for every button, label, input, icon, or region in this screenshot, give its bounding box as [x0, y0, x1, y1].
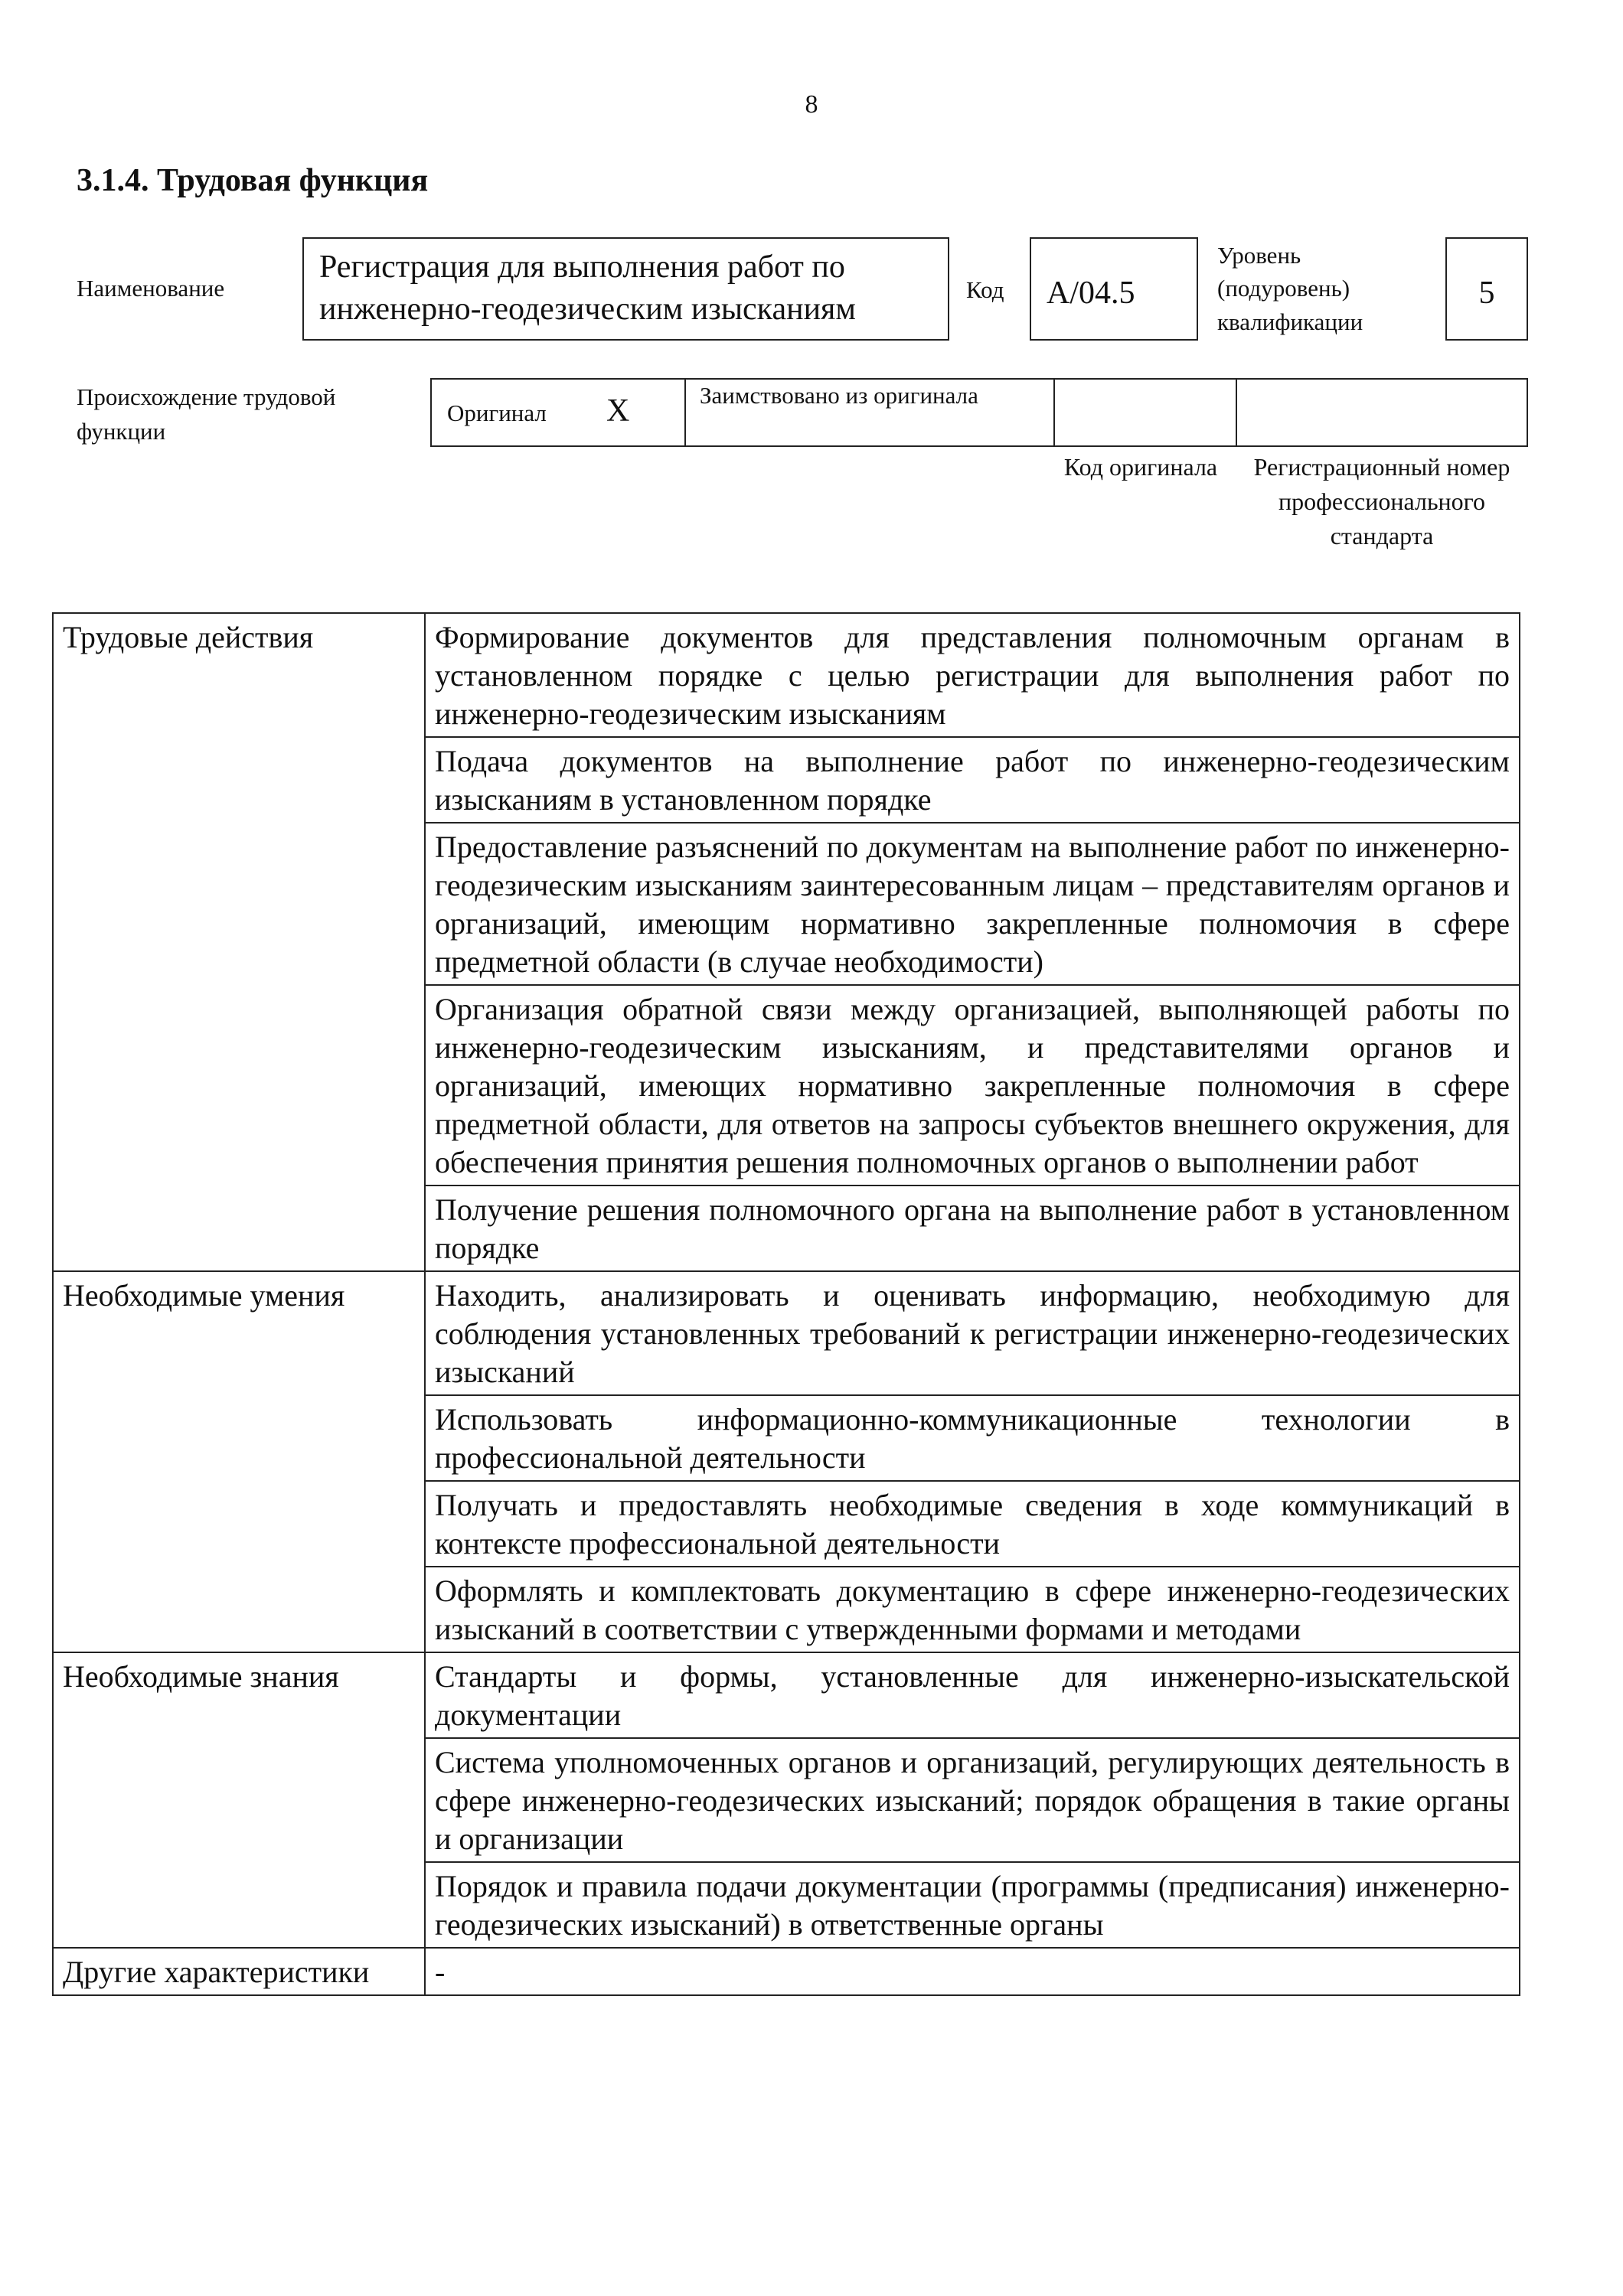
item-cell: Находить, анализировать и оценивать информацию, необходимую для соблюдения установленных требований к регистрации инженерно-геодезических изысканий — [425, 1271, 1520, 1395]
table-row — [53, 1652, 1520, 1738]
table-row — [53, 613, 1520, 737]
category-cell: Необходимые умения — [53, 1271, 425, 1652]
level-value-box — [1445, 237, 1528, 341]
page-number: 8 — [805, 90, 818, 119]
item-cell: Порядок и правила подачи документации (программы (предписания) инженерно-геодезических изысканий) в ответственные органы — [425, 1862, 1520, 1948]
level-value: 5 — [1478, 276, 1495, 311]
origin-label: Происхождение трудовой функции — [77, 383, 336, 445]
code-original-caption: Код оригинала — [1063, 453, 1218, 481]
borrowed-cell — [684, 378, 1055, 447]
item-cell: Подача документов на выполнение работ по инженерно-геодезическим изысканиям в установленном порядке — [425, 737, 1520, 823]
item-cell: Оформлять и комплектовать документацию в сфере инженерно-геодезических изысканий в соответствии с утвержденными формами и методами — [425, 1567, 1520, 1652]
category-cell: Трудовые действия — [53, 613, 425, 1271]
labor-function-table — [52, 612, 1520, 1996]
item-cell: Получение решения полномочного органа на выполнение работ в установленном порядке — [425, 1186, 1520, 1271]
item-cell: Предоставление разъяснений по документам на выполнение работ по инженерно-геодезическим изысканиям заинтересованным лицам – представителям органов и организаций, имеющим нормативно закрепленные полномочия в сфере предметной области (в случае необходимости) — [425, 823, 1520, 985]
origin-box — [430, 378, 1528, 447]
item-cell: Стандарты и формы, установленные для инженерно-изыскательской документации — [425, 1652, 1520, 1738]
item-cell: Организация обратной связи между организацией, выполняющей работы по инженерно-геодезическим изысканиям, и представителями органов и организаций, имеющих нормативно закрепленные полномочия в сфере предметной области, для ответов на запросы субъектов внешнего окружения, для обеспечения принятия решения полномочных органов о выполнении работ — [425, 985, 1520, 1186]
section-title: 3.1.4. Трудовая функция — [77, 163, 429, 198]
category-cell: Необходимые знания — [53, 1652, 425, 1948]
item-cell: Система уполномоченных органов и организаций, регулирующих деятельность в сфере инженерно-геодезических изысканий; порядок обращения в такие органы и организации — [425, 1738, 1520, 1862]
original-label: Оригинал — [447, 400, 547, 426]
item-cell: Формирование документов для представления полномочным органам в установленном порядке с целью регистрации для выполнения работ по инженерно-геодезическим изысканиям — [425, 613, 1520, 737]
name-value: Регистрация для выполнения работ по инженерно-геодезическим изысканиям — [319, 249, 856, 327]
code-original-cell — [1053, 378, 1237, 447]
original-mark: Х — [606, 393, 630, 429]
category-cell: Другие характеристики — [53, 1948, 425, 1995]
name-label: Наименование — [77, 275, 225, 302]
table-row — [53, 1271, 1520, 1395]
code-label: Код — [966, 276, 1004, 303]
table-row — [53, 1948, 1520, 1995]
code-value: А/04.5 — [1047, 276, 1135, 311]
name-value-box — [302, 237, 949, 341]
level-label: Уровень (подуровень) квалификации — [1217, 242, 1363, 335]
code-value-box — [1030, 237, 1198, 341]
item-cell: - — [425, 1948, 1520, 1995]
borrowed-label: Заимствовано из оригинала — [700, 382, 978, 409]
reg-number-caption: Регистрационный номер профессионального стандарта — [1253, 453, 1510, 550]
item-cell: Получать и предоставлять необходимые сведения в ходе коммуникаций в контексте профессиональной деятельности — [425, 1481, 1520, 1567]
item-cell: Использовать информационно-коммуникационные технологии в профессиональной деятельности — [425, 1395, 1520, 1481]
